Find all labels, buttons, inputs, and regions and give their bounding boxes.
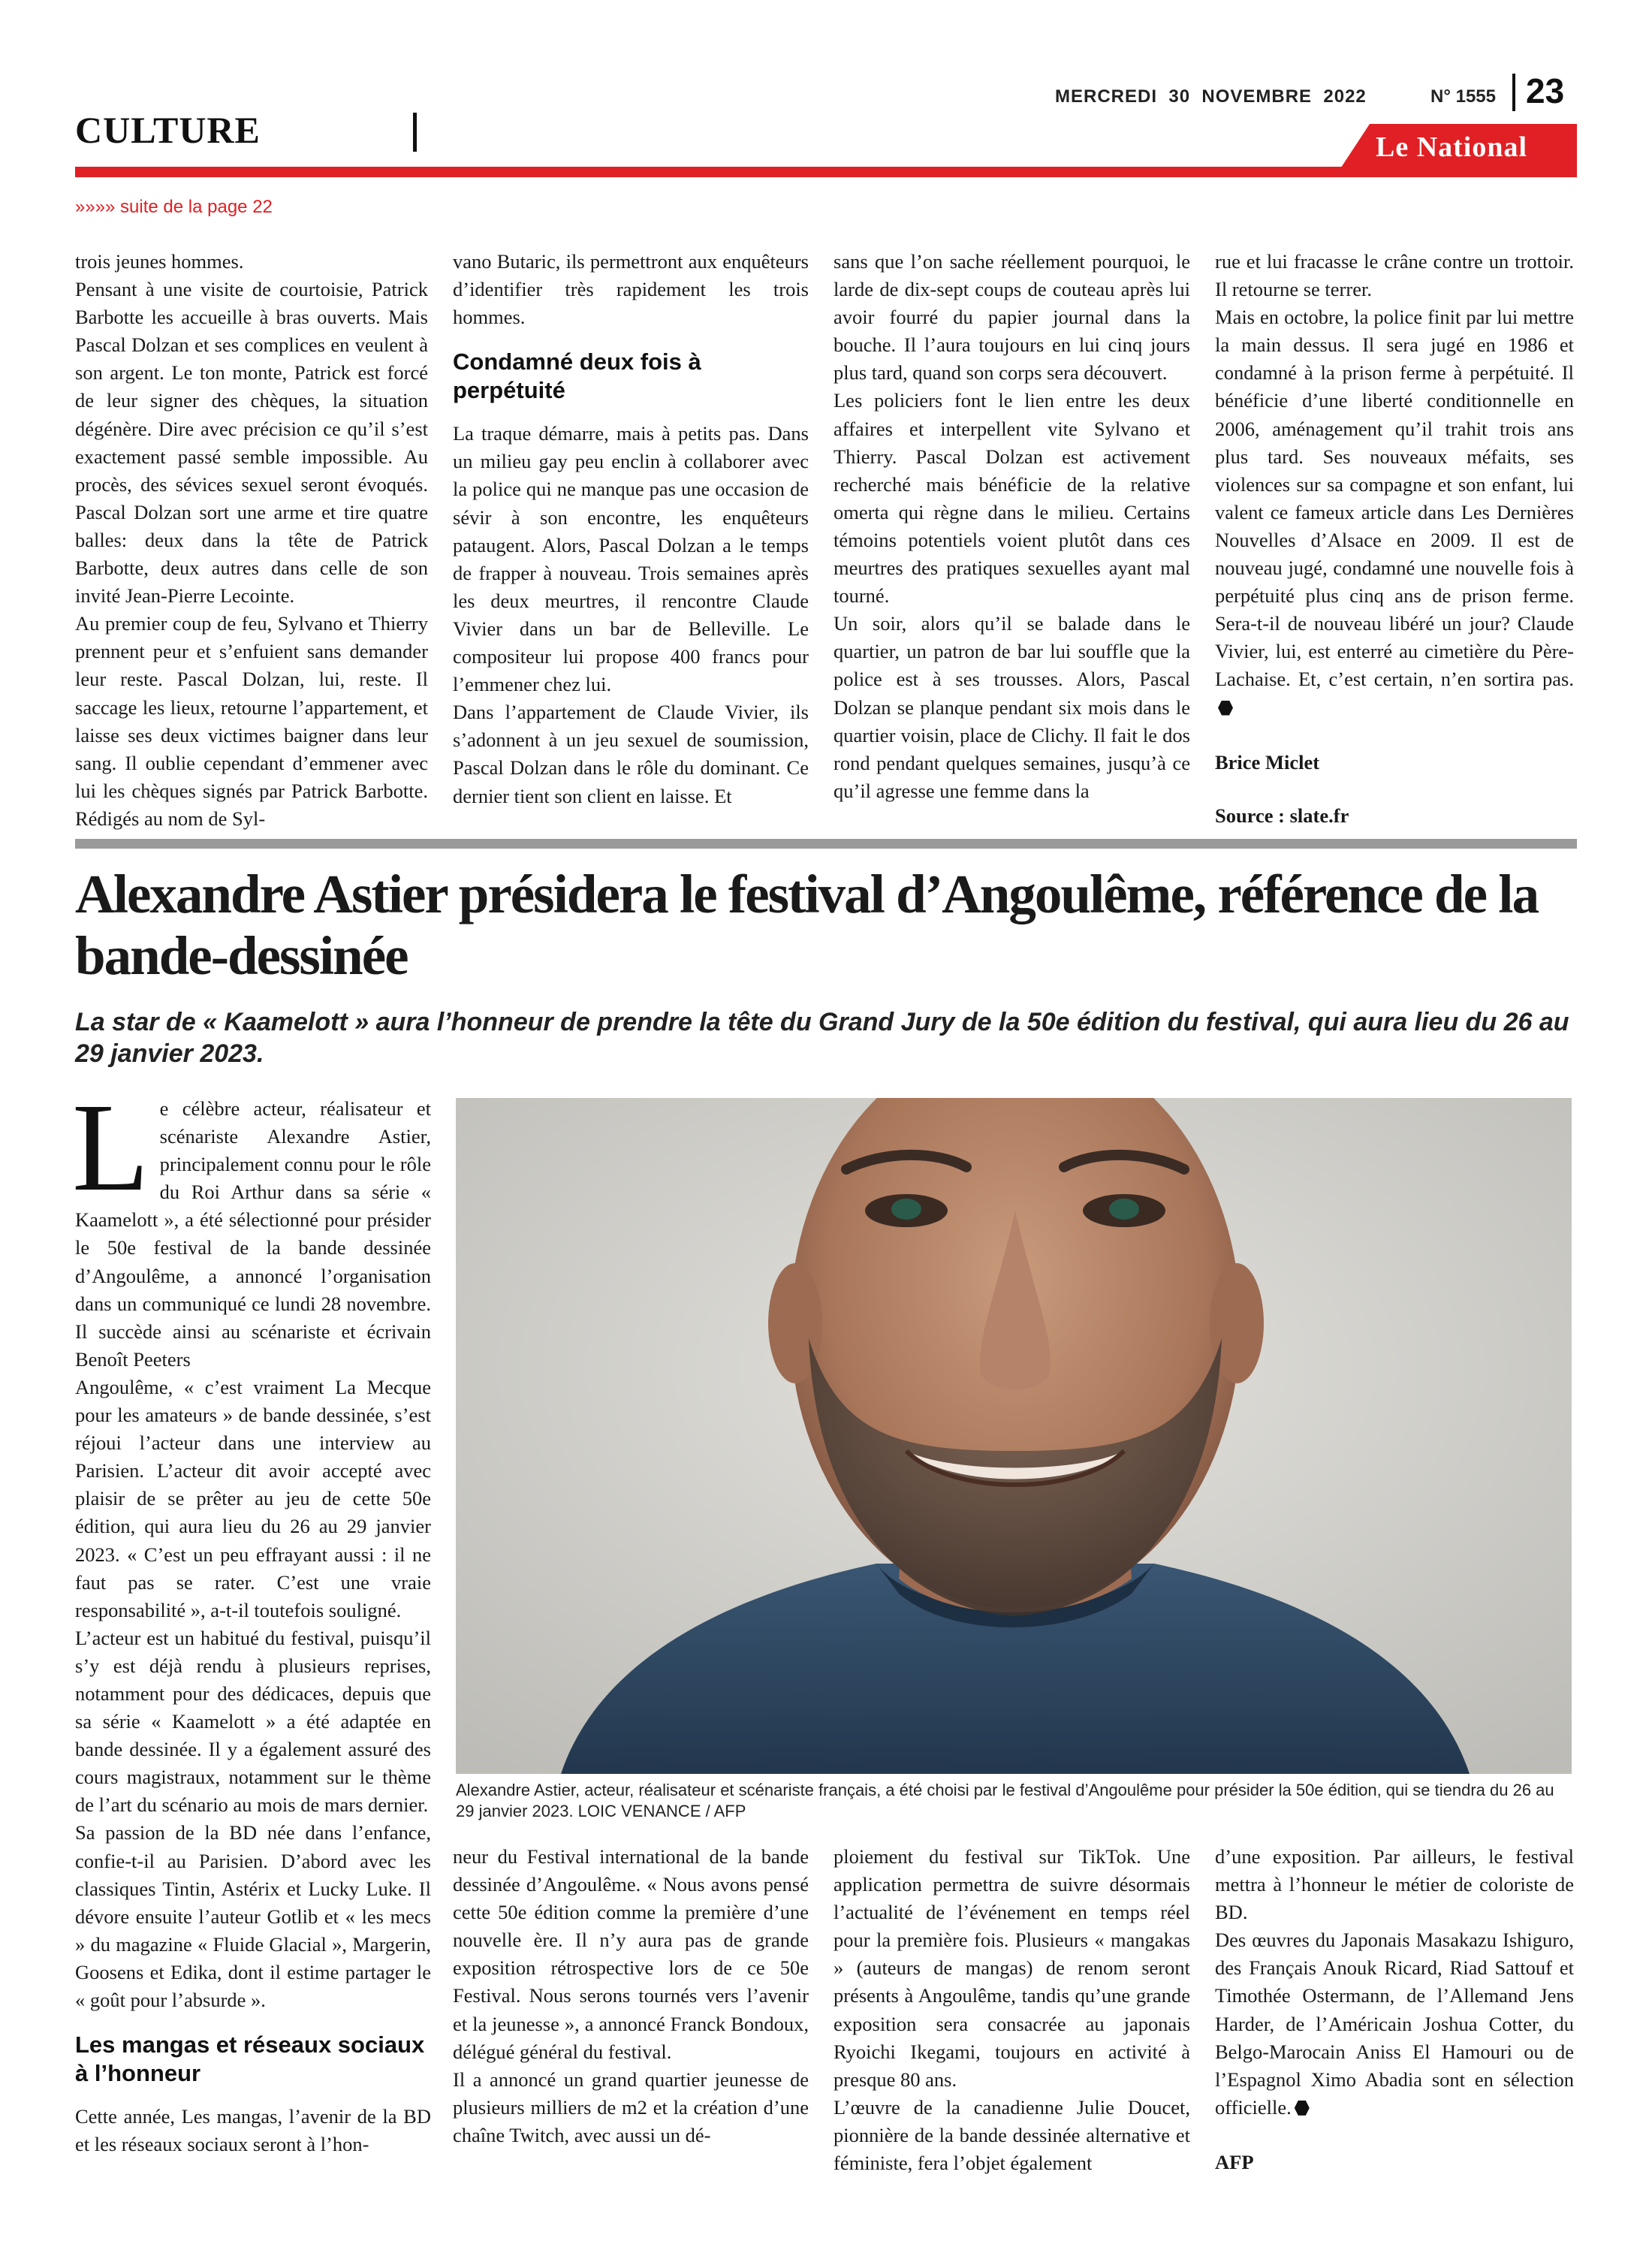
paragraph: Les policiers font le lien entre les deux affaires et interpellent vite Sylvano et Thierry. Pascal Dolzan est activement recherché mais bénéficie de la relative omerta qui règne dans le milieu. Certains témoins potentiels voient plutôt dans ces meurtres des pratiques sexuelles ayant mal tourné. xyxy=(834,389,1190,608)
paragraph: sans que l’on sache réellement pourquoi, le larde de dix-sept coups de couteau après lui avoir fourré du papier journal dans la bouche. Il l’aura toujours en lui cinq jours plus tard, quand son corps sera découvert. xyxy=(834,250,1190,385)
subheading: Les mangas et réseaux sociaux à l’honneur xyxy=(75,2031,425,2087)
issue-date: MERCREDI 30 NOVEMBRE 2022 xyxy=(1055,86,1367,107)
paragraph xyxy=(1215,303,1574,721)
article-column-1 xyxy=(72,1078,431,2158)
article-source: Source : slate.fr xyxy=(1215,804,1349,827)
paragraph: L’acteur est un habitué du festival, puisqu’il s’y est déjà rendu à plusieurs reprises, notamment pour des dédicaces, depuis que sa série « Kaamelott » a été adaptée en bande dessinée. Il y a également assuré des cours magistraux, notamment sur le thème de l’art du scénario au mois de mars dernier. xyxy=(75,1626,431,1817)
paragraph: Il a annoncé un grand quartier jeunesse de plusieurs milliers de m2 et la création d’une chaîne Twitch, avec aussi un dé- xyxy=(453,2068,809,2146)
paragraph: d’une exposition. Par ailleurs, le festival mettra à l’honneur le métier de coloriste de BD. xyxy=(1215,1845,1574,1924)
drop-cap: L xyxy=(72,1078,149,1217)
paragraph xyxy=(1215,1926,1574,2122)
issue-number: N° 1555 xyxy=(1430,86,1496,107)
paragraph: ploiement du festival sur TikTok. Une application permettra de suivre désormais l’actualité de l’événement en temps réel pour la première fois. Plusieurs « mangakas » (auteurs de mangas) de renom seront présents à Angoulême, tandis qu’une grande exposition sera consacrée au japonais Ryoichi Ikegami, toujours en activité à presque 80 ans. xyxy=(834,1845,1190,2091)
section-divider xyxy=(413,113,417,152)
portrait-image xyxy=(456,1098,1572,1774)
photo-caption: Alexandre Astier, acteur, réalisateur et scénariste français, a été choisi par le festival d’Angoulême pour présider la 50e édition, qui se tiendra du 26 au 29 janvier 2023. LOIC VENANCE / AFP xyxy=(456,1781,1554,1820)
end-of-article-icon xyxy=(1295,2101,1310,2116)
paragraph: Cette année, Les mangas, l’avenir de la BD et les réseaux sociaux seront à l’hon- xyxy=(75,2105,431,2156)
author-byline: Brice Miclet xyxy=(1215,750,1320,774)
page-number: 23 xyxy=(1526,71,1565,110)
paragraph: rue et lui fracasse le crâne contre un trottoir. Il retourne se terrer. xyxy=(1215,250,1574,301)
paragraph: Sa passion de la BD née dans l’enfance, confie-t-il au Parisien. D’abord avec les classiques Tintin, Astérix et Lucky Luke. Il dévore ensuite l’auteur Gotlib et « les mecs » du magazine « Fluide Glacial », Margerin, Goosens et Edika, dont il estime partager le « goût pour l’absurde ». xyxy=(75,1821,431,2011)
paragraph-text: e célèbre acteur, réalisateur et scénariste Alexandre Astier, principalement connu pour le rôle du Roi Arthur dans sa série « Kaamelott », a été sélectionné pour présider le 50e festival de la bande dessinée d’Angoulême, a annoncé l’organisation dans un communiqué ce lundi 28 novembre. Il succède ainsi au scénariste et écrivain Benoît Peeters xyxy=(75,1097,431,1371)
paragraph: trois jeunes hommes. xyxy=(75,250,244,273)
newspaper-brand: Le National xyxy=(1376,131,1528,163)
paragraph: vano Butaric, ils permettront aux enquêteurs d’identifier très rapidement les trois hommes. xyxy=(453,250,809,329)
continued-from-link[interactable]: »»»» suite de la page 22 xyxy=(75,197,273,217)
author-byline: AFP xyxy=(1215,2150,1254,2173)
paragraph-text: Mais en octobre, la police finit par lui mettre la main dessus. Il sera jugé en 1986 et condamné à la prison ferme à perpétuité. Il bénéficie d’une liberté conditionnelle en 2006, aménagement qu’il trahit trois ans plus tard. Ses nouveaux méfaits, ses violences sur sa compagne et son enfant, lui valent ce fameux article dans Les Dernières Nouvelles d’Alsace en 2009. Il est de nouveau jugé, condamné une nouvelle fois à perpétuité plus cinq ans de prison ferme. Sera-t-il de nouveau libéré un jour? Claude Vivier, lui, est enterré au cimetière du Père-Lachaise. Et, c’est certain, n’en sortira pas. xyxy=(1215,306,1574,691)
section-title: CULTURE xyxy=(75,109,261,151)
article-column-4 xyxy=(1215,1843,1574,2176)
article-column-3 xyxy=(834,1843,1190,2177)
paragraph xyxy=(72,1078,431,1374)
prev-article-column-2 xyxy=(453,248,809,810)
paragraph: Dans l’appartement de Claude Vivier, ils s’adonnent à un jeu sexuel de soumission, Pascal Dolzan dans le rôle du dominant. Ce dernier tient son client en laisse. Et xyxy=(453,701,809,807)
article-photo xyxy=(456,1098,1572,1774)
paragraph: La traque démarre, mais à petits pas. Dans un milieu gay peu enclin à collaborer avec la police qui ne manque pas une occasion de sévir à son encontre, les enquêteurs pataugent. Alors, Pascal Dolzan a le temps de frapper à nouveau. Trois semaines après les deux meurtres, il rencontre Claude Vivier dans un bar de Belleville. Le compositeur lui propose 400 francs pour l’emmener chez lui. xyxy=(453,422,809,696)
prev-article-column-3 xyxy=(834,248,1190,805)
end-of-article-icon xyxy=(1218,701,1233,716)
article-standfirst: La star de « Kaamelott » aura l’honneur de prendre la tête du Grand Jury de la 50e édition du festival, qui aura lieu du 26 au 29 janvier 2023. xyxy=(75,1008,1569,1068)
article-column-2 xyxy=(453,1843,809,2149)
paragraph: neur du Festival international de la bande dessinée d’Angoulême. « Nous avons pensé cette 50e édition comme la première d’une nouvelle ère. Il n’y aura pas de grande exposition rétrospective lors de ce 50e Festival. Nous serons tournés vers l’avenir et la jeunesse », a annoncé Franck Bondoux, délégué général du festival. xyxy=(453,1845,809,2063)
paragraph: L’œuvre de la canadienne Julie Doucet, pionnière de la bande dessinée alternative et féministe, fera l’objet également xyxy=(834,2095,1190,2175)
paragraph: Pensant à une visite de courtoisie, Patrick Barbotte les accueille à bras ouverts. Mais Pascal Dolzan et ses complices en veulent à son argent. Le ton monte, Patrick est forcé de leur signer des chèques, la situation dégénère. Dire avec précision ce qu’il s’est exactement passé semble impossible. Au procès, des sévices sexuel seront évoqués. Pascal Dolzan sort une arme et tire quatre balles: deux dans la tête de Patrick Barbotte, deux autres dans celle de son invité Jean-Pierre Lecointe. xyxy=(75,278,428,608)
paragraph: Angoulême, « c’est vraiment La Mecque pour les amateurs » de bande dessinée, s’est réjoui l’acteur dans une interview au Parisien. L’acteur dit avoir accepté avec plaisir de se prêter au jeu de cette 50e édition, qui aura lieu du 26 au 29 janvier 2023. « C’est un peu effrayant aussi : il ne faut pas se rater. C’est une vraie responsabilité », a-t-il toutefois souligné. xyxy=(75,1375,431,1621)
prev-article-column-1 xyxy=(75,248,428,833)
paragraph-text: Des œuvres du Japonais Masakazu Ishiguro, des Français Anouk Ricard, Riad Sattouf et Timothée Ostermann, de l’Allemand Jens Harder, de l’Américain Joshua Cotter, du Belgo-Marocain Aniss El Hamouri ou de l’Espagnol Ximo Abadia sont en sélection officielle. xyxy=(1215,1929,1574,2119)
prev-article-column-4 xyxy=(1215,248,1574,830)
paragraph: Un soir, alors qu’il se balade dans le quartier, un patron de bar lui souffle que la police est à ses trousses. Alors, Pascal Dolzan se planque pendant six mois dans le quartier voisin, place de Clichy. Il fait le dos rond pendant quelques semaines, jusqu’à ce qu’il agresse une femme dans la xyxy=(834,612,1190,802)
article-headline: Alexandre Astier présidera le festival d’Angoulême, référence de la bande-dessinée xyxy=(75,864,1539,986)
page-number-divider xyxy=(1512,74,1515,111)
article-separator xyxy=(75,839,1577,849)
paragraph: Au premier coup de feu, Sylvano et Thierry prennent peur et s’enfuient sans demander leur reste. Pascal Dolzan, lui, reste. Il saccage les lieux, retourne l’appartement, et laisse ses deux victimes baigner dans leur sang. Il oublie cependant d’emmener avec lui les chèques signés par Patrick Barbotte. Rédigés au nom de Syl- xyxy=(75,612,428,830)
subheading: Condamné deux fois à perpétuité xyxy=(453,348,701,404)
